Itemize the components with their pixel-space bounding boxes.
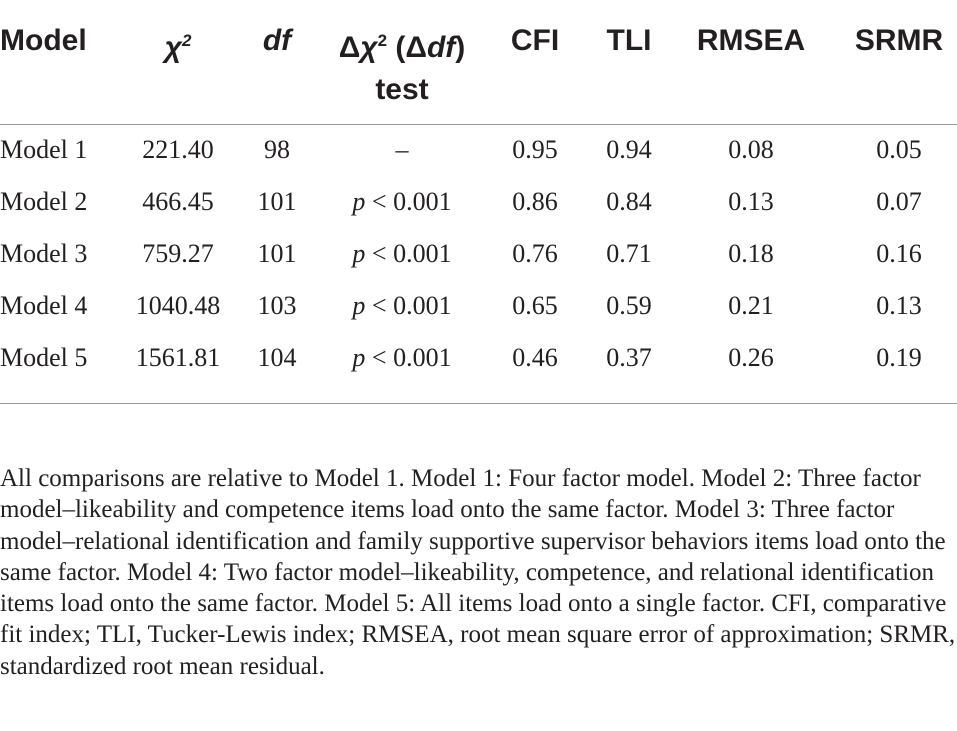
cell-cfi: 0.46 [512,343,558,372]
cell-chi2: 1561.81 [135,343,221,372]
cell-test [352,239,451,269]
cell-test-value: < 0.001 [365,239,452,268]
cell-srmr: 0.13 [876,291,922,320]
cell-tli: 0.59 [606,291,652,320]
cell-model: Model 3 [0,239,88,268]
header-srmr: SRMR [854,24,944,57]
cell-tli: 0.84 [606,187,652,216]
cell-test [352,291,451,321]
header-delta-test [339,20,466,111]
header-cfi: CFI [510,24,560,57]
cell-df: 101 [257,187,297,216]
cell-srmr: 0.16 [876,239,922,268]
table-footnote: All comparisons are relative to Model 1. Model 1: Four factor model. Model 2: Three factor model–likeability and competence items load onto the same factor. Model 3: Three factor model–relational identification and family supportive supervisor behaviors items load onto the same factor. Model 4: Two factor model–likeability, competence, and relational identification items load onto the same factor. Model 5: All items load onto a single factor. CFI, comparative fit index; TLI, Tucker-Lewis index; RMSEA, root mean square error of approximation; SRMR, standardized root mean residual. [0,465,956,680]
header-delta-line1 [339,20,466,69]
cell-test [396,135,409,165]
cell-tli: 0.94 [606,135,652,164]
cell-model: Model 5 [0,343,88,372]
cell-test-p: p [352,343,366,372]
cell-model: Model 4 [0,291,88,320]
chi-symbol: χ [164,31,182,64]
header-chi-square [165,20,192,69]
cell-model: Model 2 [0,187,88,216]
cell-test-value: < 0.001 [365,343,452,372]
delta-close: ) [455,31,466,64]
delta-df: df [426,31,456,64]
cell-tli: 0.37 [606,343,652,372]
delta-symbol: Δ [338,31,361,64]
cell-rmsea: 0.13 [728,187,774,216]
header-df: df [262,24,292,57]
cell-cfi: 0.65 [512,291,558,320]
cell-model: Model 1 [0,135,88,164]
cell-chi2: 1040.48 [135,291,221,320]
bottom-rule [0,403,957,404]
delta-superscript: 2 [377,31,388,50]
cell-test-p: p [352,291,366,320]
cell-srmr: 0.19 [876,343,922,372]
cell-rmsea: 0.21 [728,291,774,320]
header-delta-line2: test [375,73,429,106]
cell-df: 103 [257,291,297,320]
cell-srmr: 0.05 [876,135,922,164]
delta-chi-symbol: χ [360,31,378,64]
cell-df: 101 [257,239,297,268]
cell-rmsea: 0.08 [728,135,774,164]
cell-test [352,187,451,217]
cell-chi2: 466.45 [142,187,214,216]
cell-chi2: 759.27 [142,239,214,268]
cell-df: 98 [264,135,290,164]
cell-cfi: 0.76 [512,239,558,268]
cell-tli: 0.71 [606,239,652,268]
cell-rmsea: 0.18 [728,239,774,268]
cell-cfi: 0.95 [512,135,558,164]
cell-chi2: 221.40 [142,135,214,164]
header-tli: TLI [606,24,652,57]
header-model: Model [0,24,87,57]
cell-df: 104 [257,343,297,372]
cell-test-value: < 0.001 [365,187,452,216]
cell-rmsea: 0.26 [728,343,774,372]
chi-superscript: 2 [181,31,192,50]
cell-cfi: 0.86 [512,187,558,216]
delta-open: (Δ [387,31,427,64]
cell-srmr: 0.07 [876,187,922,216]
header-rmsea: RMSEA [696,24,806,57]
cell-test [352,343,451,373]
cell-test-p: p [352,187,366,216]
cell-test-value: < 0.001 [365,291,452,320]
cell-test-p: p [352,239,366,268]
cell-test-value: – [395,135,409,164]
header-rule [0,124,957,125]
